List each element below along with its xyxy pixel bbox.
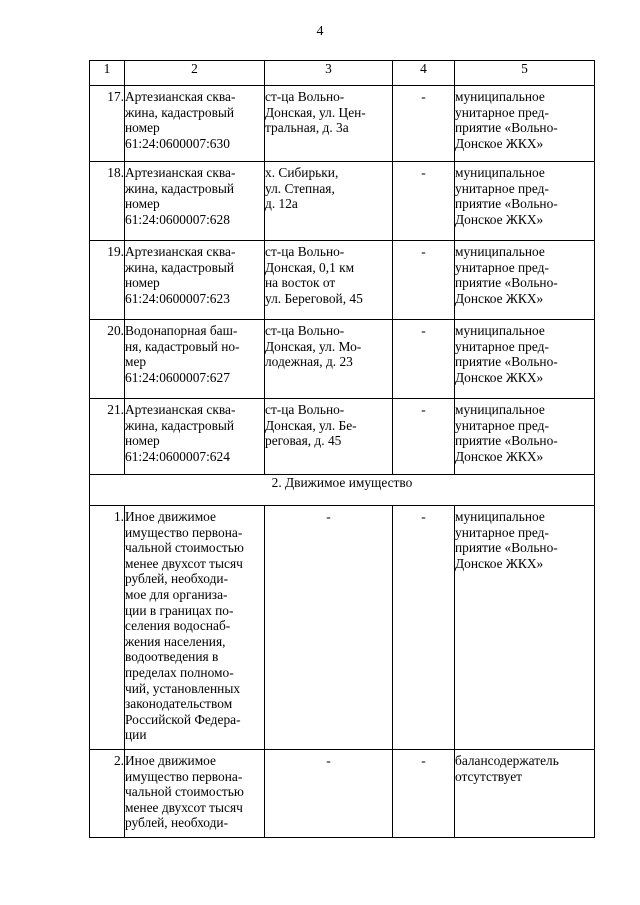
table-row	[90, 399, 595, 475]
object-holder: муниципальное унитарное пред- приятие «Вольно- Донское ЖКХ»	[455, 162, 595, 241]
property-table	[89, 60, 595, 838]
page-number: 4	[316, 24, 324, 39]
row-number: 20.	[90, 320, 125, 399]
object-name: Артезианская сква- жина, кадастровый номер 61:24:0600007:628	[125, 162, 265, 241]
row-number: 17.	[90, 86, 125, 162]
object-holder: муниципальное унитарное пред- приятие «Вольно- Донское ЖКХ»	[455, 399, 595, 475]
object-address: -	[265, 506, 393, 750]
object-holder: муниципальное унитарное пред- приятие «Вольно- Донское ЖКХ»	[455, 241, 595, 320]
column-header: 3	[265, 61, 393, 86]
column-header: 1	[90, 61, 125, 86]
object-address: ст-ца Вольно- Донская, ул. Мо- лодежная, д. 23	[265, 320, 393, 399]
row-number: 19.	[90, 241, 125, 320]
object-area: -	[393, 750, 455, 838]
table-row	[90, 750, 595, 838]
row-number: 1.	[90, 506, 125, 750]
object-address: х. Сибирьки, ул. Степная, д. 12а	[265, 162, 393, 241]
object-name: Артезианская сква- жина, кадастровый номер 61:24:0600007:630	[125, 86, 265, 162]
object-address: ст-ца Вольно- Донская, 0,1 км на восток от ул. Береговой, 45	[265, 241, 393, 320]
object-address: ст-ца Вольно- Донская, ул. Цен- тральная, д. 3а	[265, 86, 393, 162]
column-header: 4	[393, 61, 455, 86]
section-row	[90, 475, 595, 506]
table-row	[90, 241, 595, 320]
row-number: 21.	[90, 399, 125, 475]
object-holder: муниципальное унитарное пред- приятие «Вольно- Донское ЖКХ»	[455, 506, 595, 750]
object-holder: муниципальное унитарное пред- приятие «Вольно- Донское ЖКХ»	[455, 86, 595, 162]
table-row	[90, 162, 595, 241]
row-number: 18.	[90, 162, 125, 241]
table-header-row	[90, 61, 595, 86]
table-row	[90, 320, 595, 399]
column-header: 2	[125, 61, 265, 86]
object-name: Артезианская сква- жина, кадастровый номер 61:24:0600007:623	[125, 241, 265, 320]
object-name: Иное движимое имущество первона- чальной стоимостью менее двухсот тысяч рублей, необходи- мое для организа- ции в границах по- селения водоснаб- жения населения, водоотведения в пределах полномо- чий, установленных законодательством Российской Федера- ции	[125, 506, 265, 750]
row-number: 2.	[90, 750, 125, 838]
object-area: -	[393, 162, 455, 241]
object-area: -	[393, 506, 455, 750]
object-area: -	[393, 241, 455, 320]
object-area: -	[393, 399, 455, 475]
table-row	[90, 86, 595, 162]
column-header: 5	[455, 61, 595, 86]
section-title: 2. Движимое имущество	[90, 475, 595, 506]
object-area: -	[393, 86, 455, 162]
table-row	[90, 506, 595, 750]
object-name: Иное движимое имущество первона- чальной стоимостью менее двухсот тысяч рублей, необходи-	[125, 750, 265, 838]
object-address: -	[265, 750, 393, 838]
object-holder: балансодержатель отсутствует	[455, 750, 595, 838]
object-area: -	[393, 320, 455, 399]
object-address: ст-ца Вольно- Донская, ул. Бе- реговая, д. 45	[265, 399, 393, 475]
object-name: Водонапорная баш- ня, кадастровый но- мер 61:24:0600007:627	[125, 320, 265, 399]
object-name: Артезианская сква- жина, кадастровый номер 61:24:0600007:624	[125, 399, 265, 475]
object-holder: муниципальное унитарное пред- приятие «Вольно- Донское ЖКХ»	[455, 320, 595, 399]
